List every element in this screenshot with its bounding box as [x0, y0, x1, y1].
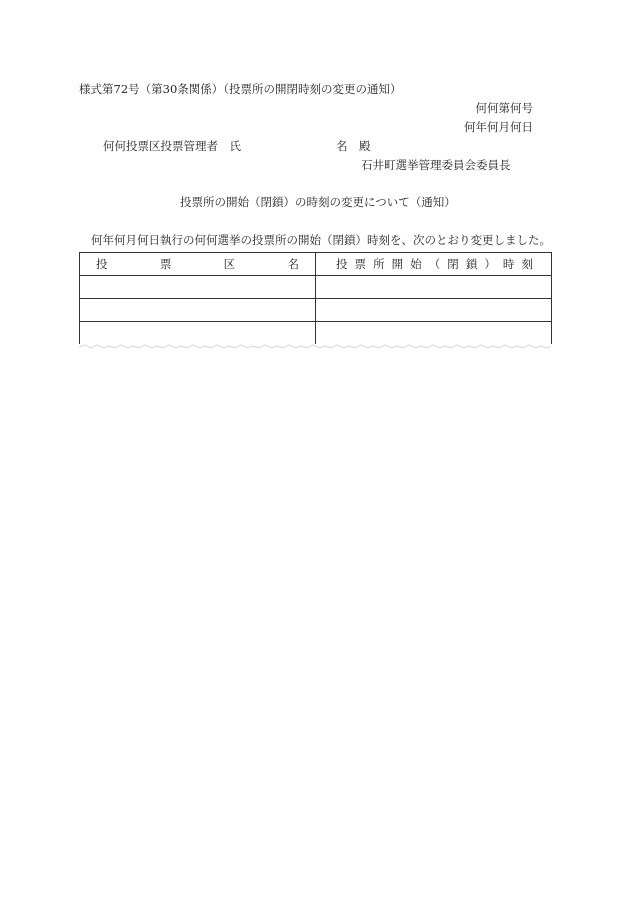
document-date: 何年何月何日: [464, 120, 533, 134]
header-char: 投: [96, 257, 108, 271]
header-time: [316, 253, 552, 276]
addressee-district: 何何投票区投票管理者 氏: [103, 139, 241, 153]
table-cell[interactable]: [316, 276, 552, 299]
header-char: 票: [159, 257, 172, 271]
table-row: [80, 322, 552, 345]
header-char: 名: [287, 257, 299, 271]
sender: 石井町選挙管理委員会委員長: [361, 158, 511, 172]
table-cell[interactable]: [316, 322, 552, 345]
header-district-text: [80, 256, 315, 272]
header-char: 始: [410, 257, 422, 271]
body-text: 何年何月何日執行の何何選挙の投票所の開始（閉鎖）時刻を、次のとおり変更しました。: [91, 233, 551, 247]
header-char: ）: [484, 257, 496, 271]
change-table: [79, 252, 552, 344]
table-cell[interactable]: [316, 299, 552, 322]
table-row: [80, 299, 552, 322]
table-row: [80, 276, 552, 299]
header-char: 所: [373, 257, 385, 271]
table-cell[interactable]: [80, 299, 316, 322]
header-char: 閉: [447, 257, 459, 271]
table-cell[interactable]: [80, 322, 316, 345]
table-header-row: [80, 253, 552, 276]
table-cell[interactable]: [80, 276, 316, 299]
header-char: 時: [502, 257, 515, 271]
header-char: 鎖: [465, 257, 478, 271]
header-char: 投: [336, 257, 348, 271]
header-char: 区: [223, 257, 236, 271]
header-char: 刻: [521, 257, 533, 271]
torn-edge: [79, 343, 551, 351]
header-char: 票: [354, 257, 367, 271]
form-title: 様式第72号（第30条関係）（投票所の開閉時刻の変更の通知）: [79, 82, 402, 96]
addressee-honorific: 殿: [359, 139, 371, 153]
header-char: 開: [391, 257, 404, 271]
header-time-text: [316, 256, 551, 272]
document-number: 何何第何号: [475, 101, 533, 115]
header-char: （: [428, 257, 441, 271]
header-district: [80, 253, 316, 276]
subject: 投票所の開始（閉鎖）の時刻の変更について（通知）: [180, 195, 456, 209]
addressee-name: 名: [336, 139, 348, 153]
